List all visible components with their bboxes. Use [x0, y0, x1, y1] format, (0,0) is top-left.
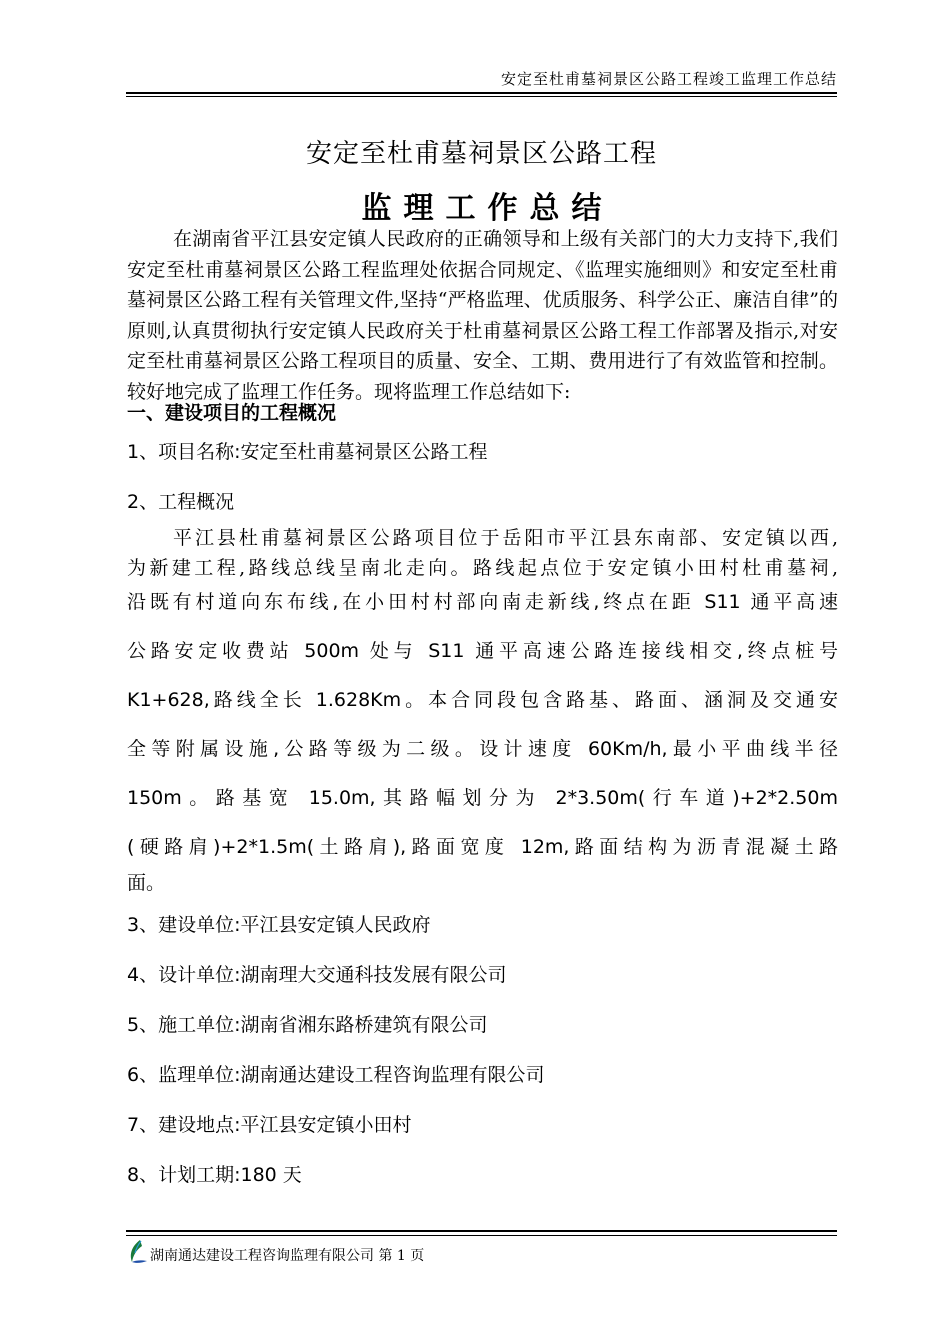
header-rule [126, 92, 837, 94]
item-schedule: 8、计划工期:180 天 [127, 1164, 302, 1186]
document-title: 安定至杜甫墓祠景区公路工程 [305, 139, 657, 169]
company-logo-icon [126, 1238, 148, 1264]
overview-line: 沿既有村道向东布线,在小田村村部向南走新线,终点在距 S11 通平高速 [127, 591, 838, 613]
overview-line: 全等附属设施,公路等级为二级。设计速度 60Km/h,最小平曲线半径 [127, 738, 838, 760]
running-header: 安定至杜甫墓祠景区公路工程竣工监理工作总结 [500, 70, 837, 88]
item-project-name: 1、项目名称:安定至杜甫墓祠景区公路工程 [127, 441, 488, 463]
overview-line: K1+628,路线全长 1.628Km。本合同段包含路基、路面、涵洞及交通安 [127, 689, 838, 711]
overview-line: 面。 [127, 872, 166, 894]
item-overview-heading: 2、工程概况 [127, 491, 235, 513]
item-owner: 3、建设单位:平江县安定镇人民政府 [127, 914, 431, 936]
overview-line: 150m。路基宽 15.0m,其路幅划分为 2*3.50m(行车道)+2*2.50m [127, 787, 838, 809]
item-location: 7、建设地点:平江县安定镇小田村 [127, 1114, 412, 1136]
section-heading: 一、建设项目的工程概况 [127, 402, 337, 424]
overview-line: 公路安定收费站 500m 处与 S11 通平高速公路连接线相交,终点桩号 [127, 640, 838, 662]
overview-line: 为新建工程,路线总线呈南北走向。路线起点位于安定镇小田村杜甫墓祠, [127, 557, 838, 579]
overview-line: (硬路肩)+2*1.5m(土路肩),路面宽度 12m,路面结构为沥青混凝土路 [127, 836, 838, 858]
page-footer: 湖南通达建设工程咨询监理有限公司 第 1 页 [150, 1248, 425, 1264]
header-rule-thin [126, 96, 837, 97]
overview-line: 平江县杜甫墓祠景区公路项目位于岳阳市平江县东南部、安定镇以西, [173, 527, 838, 549]
item-contractor: 5、施工单位:湖南省湘东路桥建筑有限公司 [127, 1014, 488, 1036]
footer-rule [126, 1230, 837, 1232]
intro-paragraph: 在湖南省平江县安定镇人民政府的正确领导和上级有关部门的大力支持下,我们安定至杜甫墓祠景区公路工程监理处依据合同规定、《监理实施细则》和安定至杜甫墓祠景区公路工程有关管理文件,坚持“严格监理、优质服务、科学公正、廉洁自律”的原则,认真贯彻执行安定镇人民政府关于杜甫墓祠景区公路工程工作部署及指示,对安定至杜甫墓祠景区公路工程项目的质量、安全、工期、费用进行了有效监管和控制。较好地完成了监理工作任务。现将监理工作总结如下: [127, 228, 838, 403]
item-designer: 4、设计单位:湖南理大交通科技发展有限公司 [127, 964, 507, 986]
footer-rule-thin [126, 1235, 837, 1236]
document-subtitle: 监理工作总结 [361, 191, 614, 226]
item-supervisor: 6、监理单位:湖南通达建设工程咨询监理有限公司 [127, 1064, 545, 1086]
